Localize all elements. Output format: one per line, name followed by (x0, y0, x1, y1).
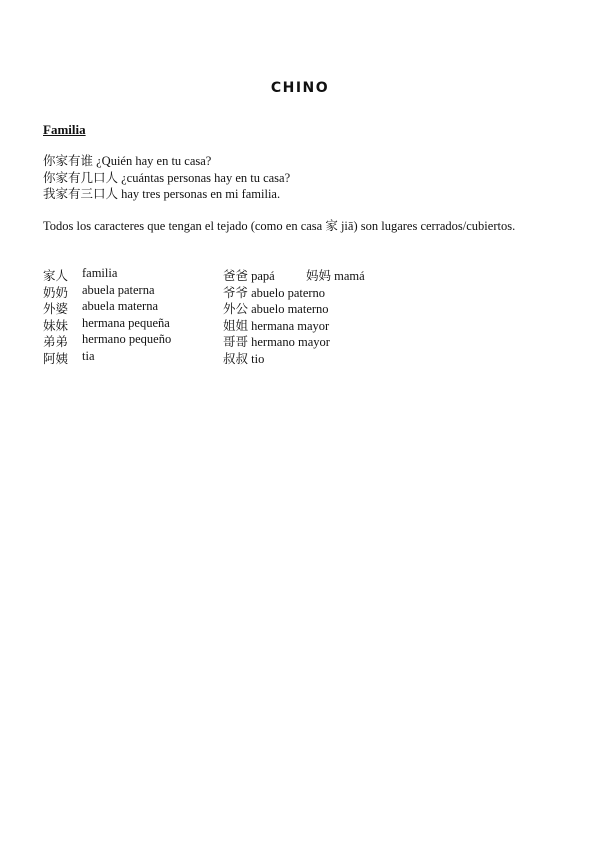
vocab-spanish: abuela paterna (82, 282, 155, 297)
vocab-spanish: hermano pequeño (82, 332, 172, 346)
vocab-pair: 爸爸 papá (223, 269, 275, 283)
vocab-spanish: abuela materna (82, 299, 158, 313)
phrase-line: 你家有谁 ¿Quién hay en tu casa? (43, 154, 212, 168)
vocab-spanish: hermana pequeña (82, 315, 170, 330)
vocab-chinese: 妹妹 (43, 318, 69, 333)
phrase-list (43, 153, 290, 203)
vocab-pair: 哥哥 hermano mayor (223, 335, 330, 349)
vocab-chinese: 家人 (43, 269, 69, 283)
vocab-chinese: 奶奶 (43, 285, 69, 300)
phrase-line: 我家有三口人 hay tres personas en mi familia. (43, 187, 281, 201)
vocab-chinese: 外婆 (43, 302, 69, 316)
vocab-chinese: 阿姨 (43, 351, 69, 366)
vocab-spanish: familia (82, 266, 118, 280)
vocab-pair: 外公 abuelo materno (223, 302, 329, 316)
vocab-pair: 姐姐 hermana mayor (223, 318, 330, 333)
vocab-pair-extra: 妈妈 mamá (306, 269, 365, 283)
vocab-spanish: tia (82, 348, 95, 363)
note-paragraph: Todos los caracteres que tengan el tejado (como en casa 家 jiā) son lugares cerrados/cubiertos. (43, 219, 516, 233)
vocab-pair: 爷爷 abuelo paterno (223, 285, 326, 300)
vocab-chinese: 弟弟 (43, 335, 69, 349)
phrase-line: 你家有几口人 ¿cuántas personas hay en tu casa? (43, 170, 291, 185)
vocab-pair: 叔叔 tio (223, 351, 265, 366)
section-heading: Familia (43, 122, 86, 137)
page-title: CHINO (270, 80, 330, 96)
